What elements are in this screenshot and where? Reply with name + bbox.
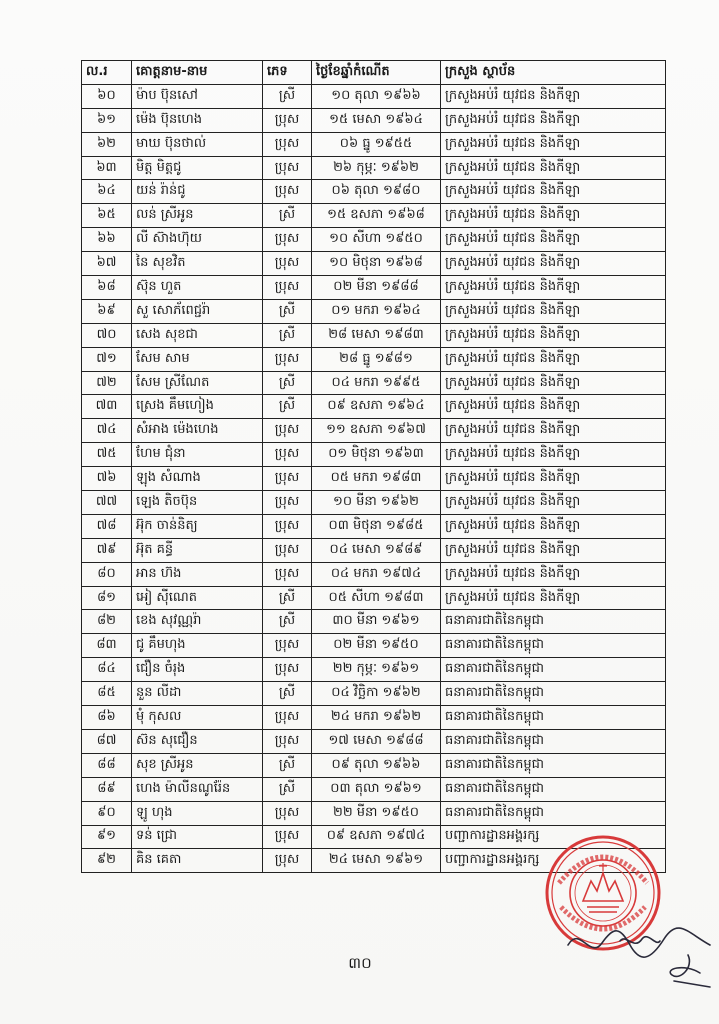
cell-org: ក្រសួងអប់រំ យុវជន និងកីឡា bbox=[441, 299, 666, 323]
cell-no: ៦១ bbox=[82, 108, 132, 132]
header-org: ក្រសួង ស្ថាប័ន bbox=[441, 61, 666, 85]
cell-name: អៀ ស៊ីណេត bbox=[132, 586, 263, 610]
cell-no: ៦៨ bbox=[82, 276, 132, 300]
cell-org: ក្រសួងអប់រំ យុវជន និងកីឡា bbox=[441, 276, 666, 300]
cell-name: គិន គេតា bbox=[132, 849, 263, 873]
cell-no: ៨១ bbox=[82, 586, 132, 610]
table-row bbox=[82, 753, 666, 777]
table-header-row bbox=[82, 61, 666, 85]
cell-sex: ស្រី bbox=[263, 682, 312, 706]
cell-dob: ២២ កុម្ភៈ ១៩៦១ bbox=[312, 658, 441, 682]
cell-name: ឡេង តិចប៊ុន bbox=[132, 491, 263, 515]
table-row bbox=[82, 180, 666, 204]
cell-name: មិត្ត មិត្តជូ bbox=[132, 156, 263, 180]
cell-dob: ០៩ តុលា ១៩៦៦ bbox=[312, 753, 441, 777]
cell-no: ៧៤ bbox=[82, 419, 132, 443]
cell-org: ធនាគារជាតិនៃកម្ពុជា bbox=[441, 682, 666, 706]
page-number: ៣០ bbox=[348, 954, 372, 972]
cell-name: អ៊ុក ចាន់និត្យ bbox=[132, 514, 263, 538]
cell-dob: ២៤ មករា ១៩៦២ bbox=[312, 706, 441, 730]
cell-no: ៦០ bbox=[82, 84, 132, 108]
cell-org: ក្រសួងអប់រំ យុវជន និងកីឡា bbox=[441, 252, 666, 276]
cell-sex: ប្រុស bbox=[263, 419, 312, 443]
cell-name: ស៊ុន ហួត bbox=[132, 276, 263, 300]
cell-org: ធនាគារជាតិនៃកម្ពុជា bbox=[441, 801, 666, 825]
cell-name: ហែម ជុំនា bbox=[132, 443, 263, 467]
cell-dob: ០២ មីនា ១៩៥០ bbox=[312, 634, 441, 658]
cell-sex: ប្រុស bbox=[263, 132, 312, 156]
cell-org: ក្រសួងអប់រំ យុវជន និងកីឡា bbox=[441, 84, 666, 108]
cell-org: ក្រសួងអប់រំ យុវជន និងកីឡា bbox=[441, 132, 666, 156]
cell-org: ក្រសួងអប់រំ យុវជន និងកីឡា bbox=[441, 156, 666, 180]
cell-name: សំអាង ម៉េងហេង bbox=[132, 419, 263, 443]
cell-name: សែម ស្រីណែត bbox=[132, 371, 263, 395]
cell-no: ៦២ bbox=[82, 132, 132, 156]
cell-sex: ប្រុស bbox=[263, 825, 312, 849]
cell-org: ធនាគារជាតិនៃកម្ពុជា bbox=[441, 706, 666, 730]
table-row bbox=[82, 84, 666, 108]
cell-name: ស៊ន សុជឿន bbox=[132, 729, 263, 753]
cell-no: ៦៤ bbox=[82, 180, 132, 204]
cell-no: ៦៧ bbox=[82, 252, 132, 276]
cell-no: ៧៥ bbox=[82, 443, 132, 467]
cell-no: ៨៣ bbox=[82, 634, 132, 658]
cell-name: អ៊ុត គន្ធី bbox=[132, 538, 263, 562]
table-row bbox=[82, 586, 666, 610]
cell-name: នួន លីដា bbox=[132, 682, 263, 706]
cell-sex: ប្រុស bbox=[263, 491, 312, 515]
roster-table bbox=[81, 60, 666, 873]
cell-name: ខេង សុវណ្ណរ៉ា bbox=[132, 610, 263, 634]
table-row bbox=[82, 634, 666, 658]
table-row bbox=[82, 276, 666, 300]
table-row bbox=[82, 252, 666, 276]
cell-no: ៨៨ bbox=[82, 753, 132, 777]
cell-sex: ស្រី bbox=[263, 395, 312, 419]
cell-name: លន់ ស្រីអូន bbox=[132, 204, 263, 228]
cell-sex: ស្រី bbox=[263, 753, 312, 777]
cell-sex: ប្រុស bbox=[263, 729, 312, 753]
cell-org: ក្រសួងអប់រំ យុវជន និងកីឡា bbox=[441, 443, 666, 467]
cell-no: ៩២ bbox=[82, 849, 132, 873]
cell-sex: ប្រុស bbox=[263, 156, 312, 180]
cell-sex: ប្រុស bbox=[263, 514, 312, 538]
header-no: ល.រ bbox=[82, 61, 132, 85]
cell-dob: ២៦ កុម្ភៈ ១៩៦២ bbox=[312, 156, 441, 180]
cell-org: ធនាគារជាតិនៃកម្ពុជា bbox=[441, 634, 666, 658]
cell-name: ឡុង សំណាង bbox=[132, 467, 263, 491]
cell-no: ៦៥ bbox=[82, 204, 132, 228]
cell-sex: ស្រី bbox=[263, 323, 312, 347]
cell-no: ៧៩ bbox=[82, 538, 132, 562]
cell-sex: ប្រុស bbox=[263, 443, 312, 467]
table-row bbox=[82, 132, 666, 156]
cell-name: សែម សាម bbox=[132, 347, 263, 371]
cell-org: ធនាគារជាតិនៃកម្ពុជា bbox=[441, 658, 666, 682]
cell-name: អាន ហ៊ង bbox=[132, 562, 263, 586]
cell-sex: ប្រុស bbox=[263, 658, 312, 682]
cell-org: បញ្ជាការដ្ឋានអង្គរក្ស bbox=[441, 825, 666, 849]
cell-name: នៃ សុខវិត bbox=[132, 252, 263, 276]
header-sex: ភេទ bbox=[263, 61, 312, 85]
cell-dob: ១១ ឧសភា ១៩៦៧ bbox=[312, 419, 441, 443]
table-row bbox=[82, 323, 666, 347]
cell-sex: ស្រី bbox=[263, 777, 312, 801]
cell-org: ក្រសួងអប់រំ យុវជន និងកីឡា bbox=[441, 514, 666, 538]
cell-org: ក្រសួងអប់រំ យុវជន និងកីឡា bbox=[441, 228, 666, 252]
cell-sex: ស្រី bbox=[263, 371, 312, 395]
cell-no: ៧៨ bbox=[82, 514, 132, 538]
cell-sex: ប្រុស bbox=[263, 108, 312, 132]
cell-org: ក្រសួងអប់រំ យុវជន និងកីឡា bbox=[441, 371, 666, 395]
cell-name: សេង សុខជា bbox=[132, 323, 263, 347]
cell-no: ៨៧ bbox=[82, 729, 132, 753]
cell-no: ៨៩ bbox=[82, 777, 132, 801]
cell-dob: ០២ មីនា ១៩៨៨ bbox=[312, 276, 441, 300]
cell-no: ៧១ bbox=[82, 347, 132, 371]
table-row bbox=[82, 562, 666, 586]
cell-dob: ១០ តុលា ១៩៦៦ bbox=[312, 84, 441, 108]
cell-name: ឡូ ហុង bbox=[132, 801, 263, 825]
cell-dob: ២៤ មេសា ១៩៦១ bbox=[312, 849, 441, 873]
table-row bbox=[82, 610, 666, 634]
cell-name: ទន់ ជ្រោ bbox=[132, 825, 263, 849]
cell-sex: ស្រី bbox=[263, 204, 312, 228]
table-row bbox=[82, 419, 666, 443]
cell-dob: ០៥ សីហា ១៩៨៣ bbox=[312, 586, 441, 610]
cell-dob: ០៤ វិច្ឆិកា ១៩៦២ bbox=[312, 682, 441, 706]
cell-dob: ០៤ មករា ១៩៩៥ bbox=[312, 371, 441, 395]
table-row bbox=[82, 538, 666, 562]
table-row bbox=[82, 156, 666, 180]
cell-no: ៨៥ bbox=[82, 682, 132, 706]
cell-org: ក្រសួងអប់រំ យុវជន និងកីឡា bbox=[441, 180, 666, 204]
cell-name: លី ស៊ាងហ៊ុយ bbox=[132, 228, 263, 252]
cell-dob: ១៧ មេសា ១៩៨៨ bbox=[312, 729, 441, 753]
cell-no: ៧៣ bbox=[82, 395, 132, 419]
table-row bbox=[82, 395, 666, 419]
cell-dob: ១០ មិថុនា ១៩៦៨ bbox=[312, 252, 441, 276]
cell-dob: ០៤ មករា ១៩៧៤ bbox=[312, 562, 441, 586]
cell-sex: ស្រី bbox=[263, 586, 312, 610]
cell-dob: ០៣ មិថុនា ១៩៨៥ bbox=[312, 514, 441, 538]
cell-org: ធនាគារជាតិនៃកម្ពុជា bbox=[441, 777, 666, 801]
cell-sex: ប្រុស bbox=[263, 562, 312, 586]
cell-sex: ប្រុស bbox=[263, 538, 312, 562]
cell-dob: ១០ មីនា ១៩៦២ bbox=[312, 491, 441, 515]
cell-org: ក្រសួងអប់រំ យុវជន និងកីឡា bbox=[441, 538, 666, 562]
cell-org: ក្រសួងអប់រំ យុវជន និងកីឡា bbox=[441, 586, 666, 610]
table-row bbox=[82, 371, 666, 395]
cell-no: ៦៣ bbox=[82, 156, 132, 180]
table-row bbox=[82, 443, 666, 467]
cell-org: បញ្ជាការដ្ឋានអង្គរក្ស bbox=[441, 849, 666, 873]
cell-dob: ០១ មករា ១៩៦៤ bbox=[312, 299, 441, 323]
cell-org: ក្រសួងអប់រំ យុវជន និងកីឡា bbox=[441, 347, 666, 371]
cell-dob: ៣០ មីនា ១៩៦១ bbox=[312, 610, 441, 634]
cell-dob: ០៣ តុលា ១៩៦១ bbox=[312, 777, 441, 801]
cell-org: ក្រសួងអប់រំ យុវជន និងកីឡា bbox=[441, 419, 666, 443]
cell-org: ក្រសួងអប់រំ យុវជន និងកីឡា bbox=[441, 108, 666, 132]
table-row bbox=[82, 108, 666, 132]
cell-dob: ២៨ មេសា ១៩៨៣ bbox=[312, 323, 441, 347]
cell-sex: ប្រុស bbox=[263, 634, 312, 658]
cell-org: ធនាគារជាតិនៃកម្ពុជា bbox=[441, 610, 666, 634]
cell-sex: ស្រី bbox=[263, 299, 312, 323]
cell-dob: ០៩ ឧសភា ១៩៧៤ bbox=[312, 825, 441, 849]
cell-name: ហេង ម៉ាលីនណូរ៉ែន bbox=[132, 777, 263, 801]
table-row bbox=[82, 706, 666, 730]
table-row bbox=[82, 491, 666, 515]
cell-no: ៧៧ bbox=[82, 491, 132, 515]
header-dob: ថ្ងៃខែឆ្នាំកំណើត bbox=[312, 61, 441, 85]
cell-dob: ២២ មីនា ១៩៥០ bbox=[312, 801, 441, 825]
cell-no: ៧៦ bbox=[82, 467, 132, 491]
cell-sex: ប្រុស bbox=[263, 347, 312, 371]
cell-name: ស្រេង គឹមហៀង bbox=[132, 395, 263, 419]
cell-name: មាឃ ប៊ុនថាល់ bbox=[132, 132, 263, 156]
cell-name: សុខ ស្រីអូន bbox=[132, 753, 263, 777]
cell-dob: ២៨ ធ្នូ ១៩៨១ bbox=[312, 347, 441, 371]
cell-name: ម៉ាប ប៊ុនសៅ bbox=[132, 84, 263, 108]
cell-org: ក្រសួងអប់រំ យុវជន និងកីឡា bbox=[441, 204, 666, 228]
table-row bbox=[82, 228, 666, 252]
table-row bbox=[82, 204, 666, 228]
cell-no: ៨៤ bbox=[82, 658, 132, 682]
cell-sex: ប្រុស bbox=[263, 228, 312, 252]
cell-no: ៦៩ bbox=[82, 299, 132, 323]
cell-sex: ប្រុស bbox=[263, 849, 312, 873]
cell-dob: ០៥ មករា ១៩៨៣ bbox=[312, 467, 441, 491]
cell-dob: ០៦ ធ្នូ ១៩៥៥ bbox=[312, 132, 441, 156]
cell-name: សួ សោភ័ពេជ្ជរ៉ា bbox=[132, 299, 263, 323]
cell-dob: ០៤ មេសា ១៩៨៩ bbox=[312, 538, 441, 562]
table-row bbox=[82, 347, 666, 371]
table-row bbox=[82, 514, 666, 538]
cell-no: ៨២ bbox=[82, 610, 132, 634]
cell-name: ម៉េង ប៊ុនហេង bbox=[132, 108, 263, 132]
header-name: គោត្តនាម-នាម bbox=[132, 61, 263, 85]
cell-dob: ០១ មិថុនា ១៩៦៣ bbox=[312, 443, 441, 467]
cell-org: ធនាគារជាតិនៃកម្ពុជា bbox=[441, 729, 666, 753]
cell-org: ក្រសួងអប់រំ យុវជន និងកីឡា bbox=[441, 467, 666, 491]
table-row bbox=[82, 658, 666, 682]
table-row bbox=[82, 801, 666, 825]
cell-dob: ០៩ ឧសភា ១៩៦៤ bbox=[312, 395, 441, 419]
cell-sex: ប្រុស bbox=[263, 276, 312, 300]
cell-sex: ប្រុស bbox=[263, 467, 312, 491]
cell-dob: ១៥ ឧសភា ១៩៦៨ bbox=[312, 204, 441, 228]
cell-name: មុំ កុសល bbox=[132, 706, 263, 730]
cell-org: ក្រសួងអប់រំ យុវជន និងកីឡា bbox=[441, 395, 666, 419]
cell-dob: ០៦ តុលា ១៩៨០ bbox=[312, 180, 441, 204]
cell-org: ធនាគារជាតិនៃកម្ពុជា bbox=[441, 753, 666, 777]
table-row bbox=[82, 299, 666, 323]
cell-org: ក្រសួងអប់រំ យុវជន និងកីឡា bbox=[441, 491, 666, 515]
cell-name: ជូ គឹមហុង bbox=[132, 634, 263, 658]
cell-dob: ១០ សីហា ១៩៥០ bbox=[312, 228, 441, 252]
table-body bbox=[82, 84, 666, 872]
cell-dob: ១៥ មេសា ១៩៦៤ bbox=[312, 108, 441, 132]
cell-no: ៧០ bbox=[82, 323, 132, 347]
cell-org: ក្រសួងអប់រំ យុវជន និងកីឡា bbox=[441, 562, 666, 586]
cell-sex: ស្រី bbox=[263, 84, 312, 108]
table-row bbox=[82, 467, 666, 491]
signature-icon bbox=[560, 915, 719, 995]
cell-no: ៨០ bbox=[82, 562, 132, 586]
table-row bbox=[82, 729, 666, 753]
cell-name: យន់ រ៉ាន់ជូ bbox=[132, 180, 263, 204]
cell-sex: ប្រុស bbox=[263, 252, 312, 276]
table-row bbox=[82, 682, 666, 706]
cell-sex: ស្រី bbox=[263, 610, 312, 634]
cell-sex: ប្រុស bbox=[263, 706, 312, 730]
cell-no: ៧២ bbox=[82, 371, 132, 395]
cell-no: ៦៦ bbox=[82, 228, 132, 252]
cell-no: ៩១ bbox=[82, 825, 132, 849]
cell-no: ៨៦ bbox=[82, 706, 132, 730]
cell-sex: ប្រុស bbox=[263, 801, 312, 825]
cell-sex: ប្រុស bbox=[263, 180, 312, 204]
cell-org: ក្រសួងអប់រំ យុវជន និងកីឡា bbox=[441, 323, 666, 347]
table-row bbox=[82, 777, 666, 801]
cell-no: ៩០ bbox=[82, 801, 132, 825]
cell-name: ជឿន ចំរុង bbox=[132, 658, 263, 682]
